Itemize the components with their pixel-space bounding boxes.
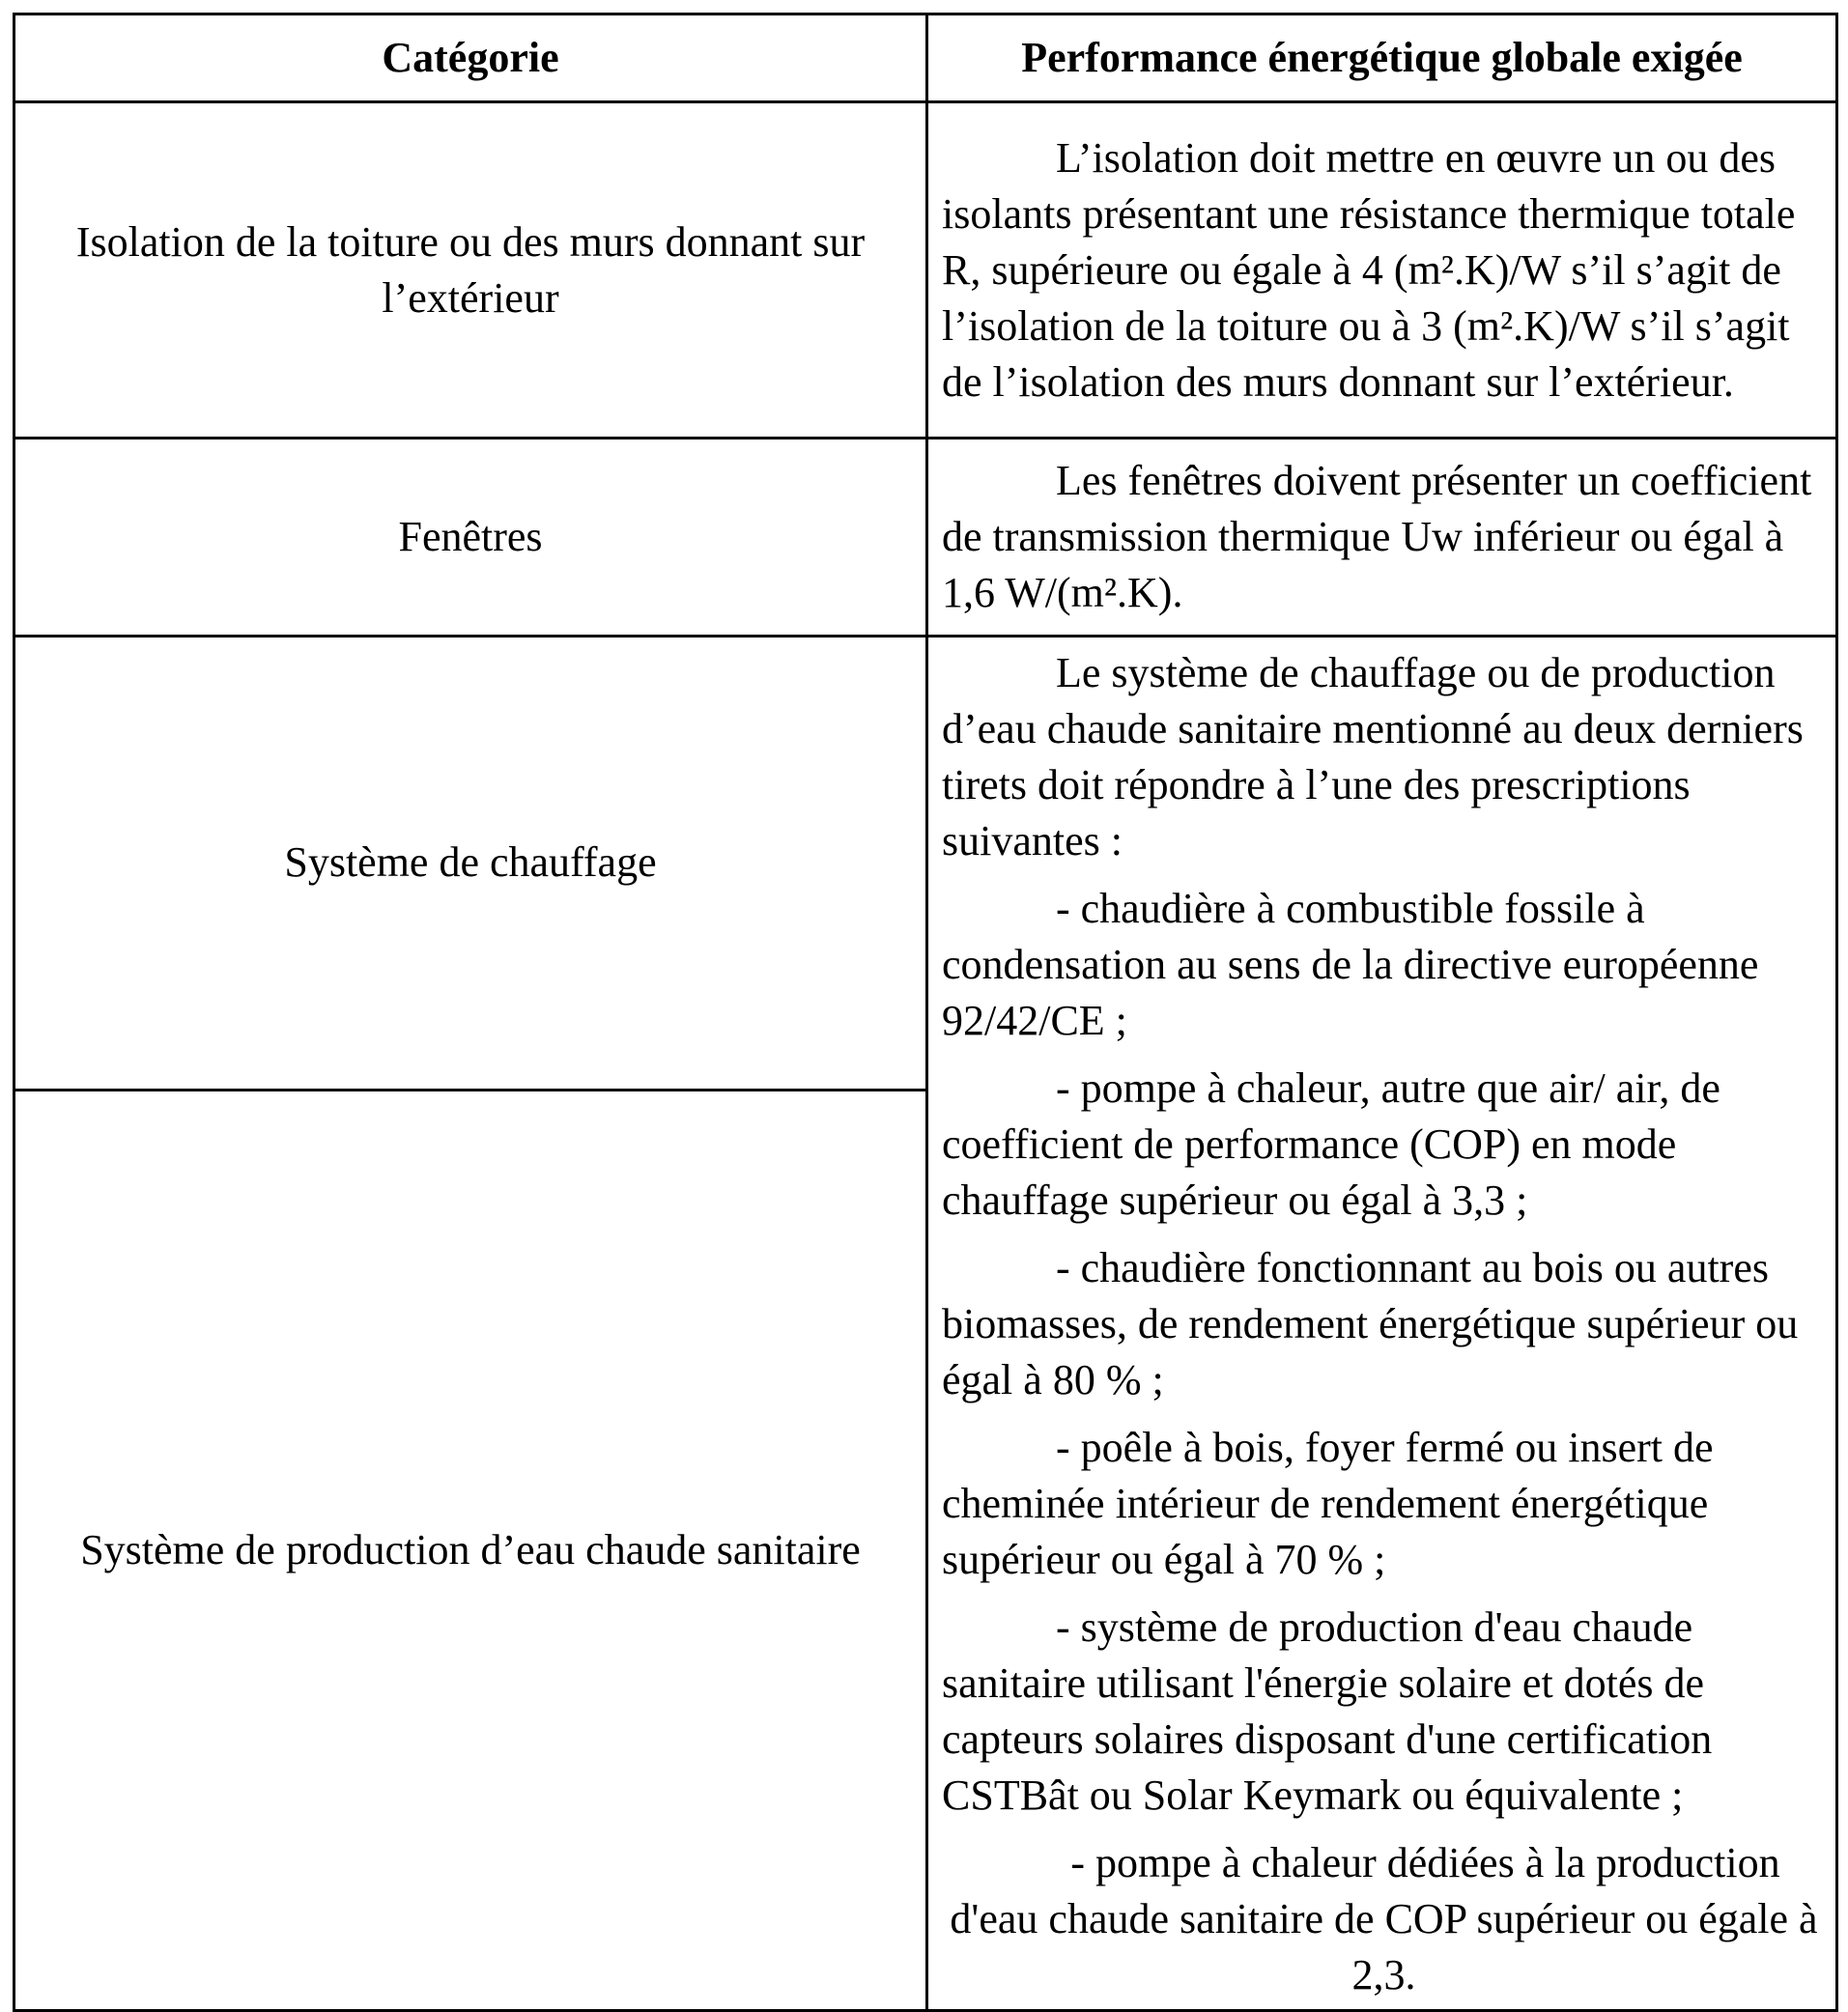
performance-cell [927, 439, 1837, 637]
table-row [14, 637, 1837, 1091]
header-performance: Performance énergétique globale exigée [927, 14, 1837, 102]
requirement-item: - pompe à chaleur, autre que air/ air, de coefficient de performance (COP) en mode chauffage supérieur ou égal à 3,3 ; [942, 1064, 1720, 1224]
requirement-item: - poêle à bois, foyer fermé ou insert de cheminée intérieur de rendement énergétique supérieur ou égal à 70 % ; [942, 1424, 1714, 1583]
performance-text: Les fenêtres doivent présenter un coefficient de transmission thermique Uw inférieur ou égal à 1,6 W/(m².K). [942, 457, 1812, 616]
category-cell: Isolation de la toiture ou des murs donnant sur l’extérieur [14, 102, 927, 439]
requirements-intro: Le système de chauffage ou de production d’eau chaude sanitaire mentionné au deux derniers tirets doit répondre à l’une des prescriptions suivantes : [942, 649, 1804, 864]
header-row [14, 14, 1837, 102]
header-category: Catégorie [14, 14, 927, 102]
performance-text: L’isolation doit mettre en œuvre un ou des isolants présentant une résistance thermique totale R, supérieure ou égale à 4 (m².K)/W s’il s’agit de l’isolation de la toiture ou à 3 (m².K)/W s’il s’agit de l’isolation des murs donnant sur l’extérieur. [942, 133, 1796, 406]
category-cell: Fenêtres [14, 439, 927, 637]
requirement-item: - chaudière à combustible fossile à condensation au sens de la directive européenne 92/42/CE ; [942, 885, 1759, 1044]
performance-cell [927, 102, 1837, 439]
requirement-item: - système de production d'eau chaude sanitaire utilisant l'énergie solaire et dotés de capteurs solaires disposant d'une certification CSTBât ou Solar Keymark ou équivalente ; [942, 1603, 1713, 1819]
requirement-item: - chaudière fonctionnant au bois ou autres biomasses, de rendement énergétique supérieur ou égal à 80 % ; [942, 1244, 1799, 1403]
table-row [14, 102, 1837, 439]
category-cell: Système de production d’eau chaude sanitaire [14, 1090, 927, 2010]
table-row [14, 439, 1837, 637]
requirements-table [13, 13, 1838, 2012]
heating-requirements-cell [927, 637, 1837, 2011]
requirement-item: - pompe à chaleur dédiées à la production d'eau chaude sanitaire de COP supérieur ou égale à 2,3. [950, 1839, 1818, 1998]
category-cell: Système de chauffage [14, 637, 927, 1091]
